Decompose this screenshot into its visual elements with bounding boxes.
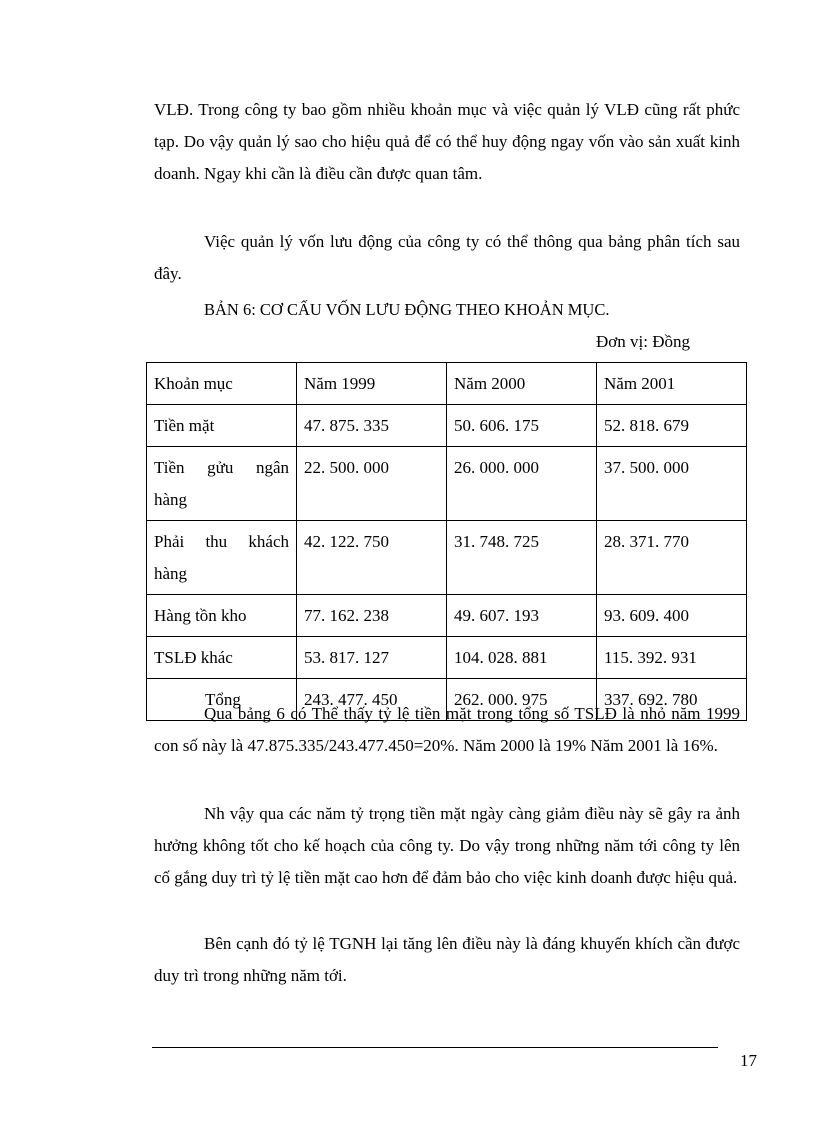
row-label: Tiền gửu ngân hàng (147, 447, 297, 521)
footer-divider (152, 1047, 718, 1048)
table-cell: 77. 162. 238 (297, 595, 447, 637)
header-cell: Khoản mục (147, 363, 297, 405)
table-cell: 52. 818. 679 (597, 405, 747, 447)
table-cell: 47. 875. 335 (297, 405, 447, 447)
working-capital-table (146, 362, 747, 721)
table-unit: Đơn vị: Đồng (596, 332, 690, 351)
table-row (147, 521, 747, 595)
table-cell: 104. 028. 881 (447, 637, 597, 679)
page-number: 17 (740, 1051, 757, 1070)
paragraph-intro: VLĐ. Trong công ty bao gồm nhiều khoản mục và việc quản lý VLĐ cũng rất phức tạp. Do vậy quản lý sao cho hiệu quả để có thể huy động ngay vốn vào sản xuất kinh doanh. Ngay khi cần là điều cần được quan tâm. (154, 100, 740, 183)
table-row (147, 405, 747, 447)
table-cell: 262. 000. 975 (447, 679, 597, 721)
table-cell: 50. 606. 175 (447, 405, 597, 447)
table-cell: 42. 122. 750 (297, 521, 447, 595)
row-label: Hàng tồn kho (147, 595, 297, 637)
table-cell: 53. 817. 127 (297, 637, 447, 679)
table-cell: 31. 748. 725 (447, 521, 597, 595)
row-label: TSLĐ khác (147, 637, 297, 679)
total-label: Tổng (147, 679, 297, 721)
header-cell: Năm 2001 (597, 363, 747, 405)
table-row (147, 447, 747, 521)
paragraph-table-intro: Việc quản lý vốn lưu động của công ty có thể thông qua bảng phân tích sau đây. (154, 232, 740, 283)
table-row (147, 595, 747, 637)
row-label: Tiền mặt (147, 405, 297, 447)
row-label: Phải thu khách hàng (147, 521, 297, 595)
table-cell: 93. 609. 400 (597, 595, 747, 637)
table-cell: 26. 000. 000 (447, 447, 597, 521)
table-header-row (147, 363, 747, 405)
header-cell: Năm 1999 (297, 363, 447, 405)
paragraph-trend: Nh vậy qua các năm tỷ trọng tiền mặt ngày càng giảm điều này sẽ gây ra ảnh hưởng không tốt cho kế hoạch của công ty. Do vậy trong những năm tới công ty lên cố gắng duy trì tỷ lệ tiền mặt cao hơn để đảm bảo cho việc kinh doanh được hiệu quả. (154, 804, 740, 887)
table-cell: 49. 607. 193 (447, 595, 597, 637)
paragraph-conclusion: Bên cạnh đó tỷ lệ TGNH lại tăng lên điều này là đáng khuyến khích cần được duy trì trong những năm tới. (154, 934, 740, 985)
table-cell: 115. 392. 931 (597, 637, 747, 679)
table-title: BẢN 6: CƠ CẤU VỐN LƯU ĐỘNG THEO KHOẢN MỤC. (204, 300, 610, 319)
table-cell: 337. 692. 780 (597, 679, 747, 721)
table-cell: 22. 500. 000 (297, 447, 447, 521)
table-cell: 37. 500. 000 (597, 447, 747, 521)
table-row (147, 637, 747, 679)
table-cell: 243. 477. 450 (297, 679, 447, 721)
header-cell: Năm 2000 (447, 363, 597, 405)
table-cell: 28. 371. 770 (597, 521, 747, 595)
paragraph-analysis: Qua bảng 6 có Thể thấy tỷ lệ tiền mặt trong tổng số TSLĐ là nhỏ năm 1999 con số này là 47.875.335/243.477.450=20%. Năm 2000 là 19% Năm 2001 là 16%. (154, 704, 740, 755)
